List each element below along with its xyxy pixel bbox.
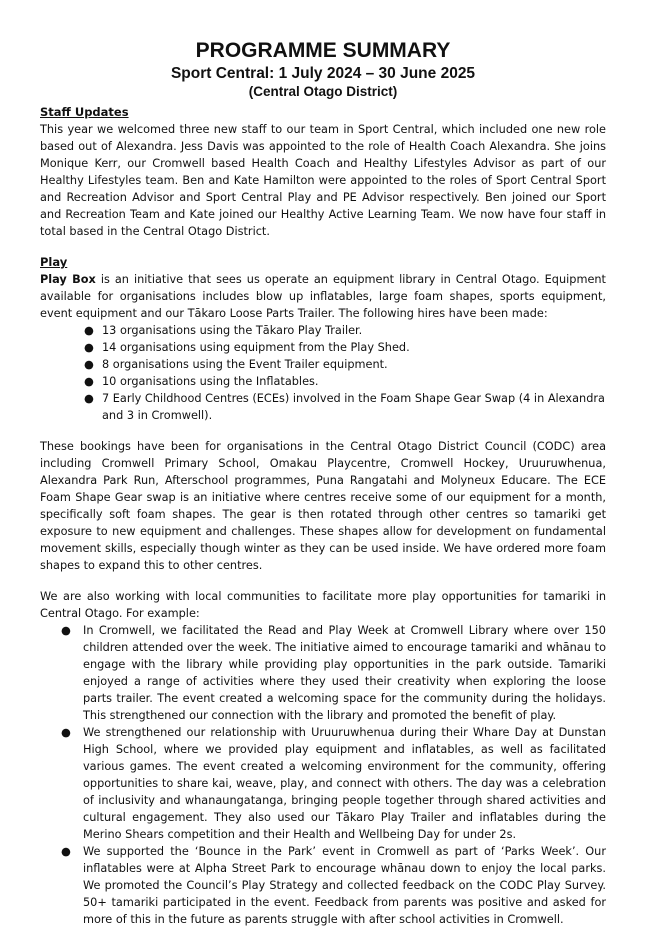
play-heading: Play: [40, 255, 68, 269]
bullet-icon: ●: [61, 845, 71, 858]
examples-list: [40, 622, 606, 928]
document-page: [40, 38, 606, 928]
district-label: (Central Otago District): [248, 84, 398, 99]
bullet-icon: ●: [84, 392, 94, 405]
list-item: [40, 339, 606, 356]
list-item: [40, 373, 606, 390]
list-item-text: 10 organisations using the Inflatables.: [102, 375, 319, 388]
list-item-text: 14 organisations using equipment from the Play Shed.: [102, 341, 410, 354]
play-box-term: Play Box: [40, 273, 96, 286]
bullet-icon: ●: [84, 375, 94, 388]
staff-updates-paragraph: This year we welcomed three new staff to our team in Sport Central, which included one new role based out of Alexandra. Jess Davis was appointed to the role of Health Coach Alexandra. She joins Monique Kerr, our Cromwell based Health Coach and Healthy Lifestyles Advisor as part of our Healthy Lifestyles team. Ben and Kate Hamilton were appointed to the roles of Sport Central Sport and Recreation Advisor and Sport Central Play and PE Advisor respectively. Ben joined our Sport and Recreation Team and Kate joined our Healthy Active Learning Team. We now have four staff in total based in the Central Otago District.: [40, 123, 606, 238]
play-box-paragraph: [40, 271, 606, 322]
bullet-icon: ●: [84, 324, 94, 337]
list-item: [40, 724, 606, 843]
bullet-icon: ●: [84, 358, 94, 371]
list-item: [40, 622, 606, 724]
list-item-text: 7 Early Childhood Centres (ECEs) involved in the Foam Shape Gear Swap (4 in Alexandra and 3 in Cromwell).: [102, 392, 605, 422]
list-item-text: 8 organisations using the Event Trailer equipment.: [102, 358, 388, 371]
hires-list: [40, 322, 606, 424]
list-item: [40, 356, 606, 373]
bookings-paragraph: These bookings have been for organisations in the Central Otago District Council (CODC) area including Cromwell Primary School, Omakau Playcentre, Cromwell Hockey, Uruuruwhenua, Alexandra Park Run, Afterschool programmes, Puna Rangatahi and Molyneux Educare. The ECE Foam Shape Gear swap is an initiative where centres receive some of our equipment for a month, specifically soft foam shapes. The gear is then rotated through other centres so tamariki get exposure to new equipment and challenges. These shapes allow for development on fundamental movement skills, especially though winter as they can be used inside. We have ordered more foam shapes to expand this to other centres.: [40, 440, 606, 572]
communities-paragraph: We are also working with local communities to facilitate more play opportunities for tamariki in Central Otago. For example:: [40, 590, 606, 620]
list-item-text: 13 organisations using the Tākaro Play Trailer.: [102, 324, 363, 337]
bullet-icon: ●: [61, 726, 71, 739]
list-item: [40, 390, 606, 424]
bullet-icon: ●: [84, 341, 94, 354]
page-subtitle: Sport Central: 1 July 2024 – 30 June 2025: [170, 65, 476, 82]
bullet-icon: ●: [61, 624, 71, 637]
list-item-text: In Cromwell, we facilitated the Read and Play Week at Cromwell Library where over 150 children attended over the week. The initiative aimed to encourage tamariki and whānau to engage with the library while providing play opportunities in the park outside. Tamariki enjoyed a range of activities where they used their creativity when exploring the loose parts trailer. The event created a welcoming space for the community during the holidays. This strengthened our connection with the library and promoted the benefit of play.: [83, 624, 606, 722]
page-title: PROGRAMME SUMMARY: [195, 39, 451, 62]
list-item-text: We supported the ‘Bounce in the Park’ event in Cromwell as part of ‘Parks Week’. Our inflatables were at Alpha Street Park to encourage whānau down to enjoy the local parks. We promoted the Council’s Play Strategy and collected feedback on the CODC Play Survey. 50+ tamariki participated in the event. Feedback from parents was positive and asked for more of this in the future as parents struggle with after school activities in Cromwell.: [83, 845, 606, 926]
list-item: [40, 843, 606, 928]
staff-updates-heading: Staff Updates: [40, 105, 129, 119]
list-item: [40, 322, 606, 339]
play-box-description: is an initiative that sees us operate an equipment library in Central Otago. Equipment available for organisations includes blow up inflatables, large foam shapes, sports equipment, event equipment and our Tākaro Loose Parts Trailer. The following hires have been made:: [40, 273, 606, 320]
list-item-text: We strengthened our relationship with Uruuruwhenua during their Whare Day at Dunstan High School, where we provided play equipment and inflatables, as well as facilitated various games. The event created a welcoming environment for the community, offering opportunities to share kai, weave, play, and connect with others. The day was a celebration of inclusivity and whanaungatanga, bringing people together through shared activities and cultural engagement. They also used our Tākaro Play Trailer and inflatables during the Merino Shears competition and their Health and Wellbeing Day for under 2s.: [83, 726, 606, 841]
